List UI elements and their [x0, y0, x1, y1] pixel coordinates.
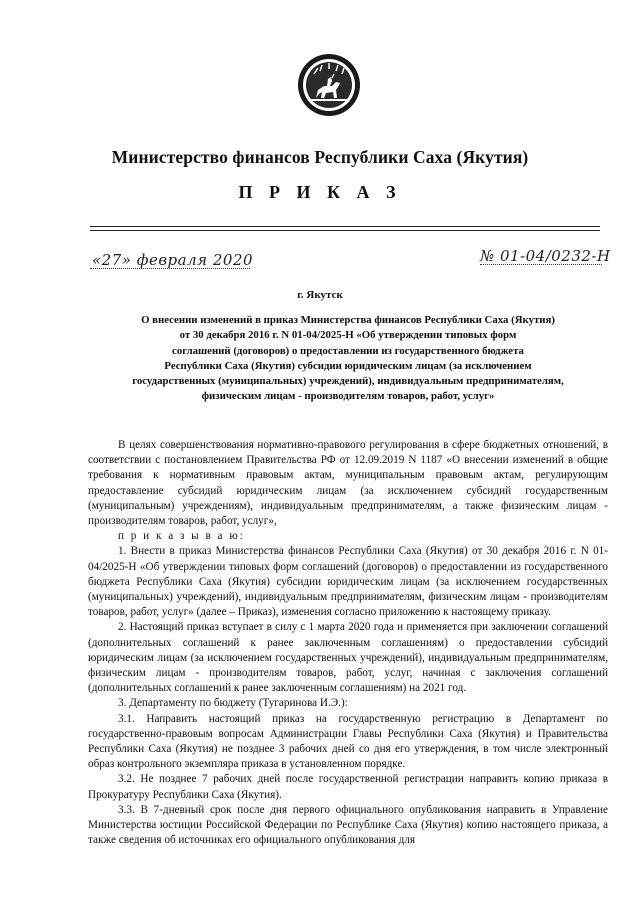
order-body [88, 438, 608, 848]
handwritten-date: «27» февраля 2020 [92, 251, 254, 269]
date-underline [90, 268, 250, 269]
header-divider-thin [90, 230, 600, 231]
title-line: Республики Саха (Якутия) субсидии юридическим лицам (за исключением [164, 359, 532, 372]
coat-of-arms-emblem [296, 52, 362, 118]
ministry-name: Министерство финансов Республики Саха (Якутия) [111, 147, 529, 167]
title-line: государственных (муниципальных) учреждений), индивидуальным предпринимателям, [132, 375, 564, 388]
title-line: от 30 декабря 2016 г. N 01-04/2025-Н «Об утверждении типовых форм [179, 329, 517, 342]
clause-2: 2. Настоящий приказ вступает в силу с 1 марта 2020 года и применяется при заключении соглашений (дополнительных соглашений к ранее заключенным соглашениям) о предоставлении субсидий юридическим лицам (за исключением государственных учреждений), индивидуальным предпринимателям, физическим лицам - производителям товаров, работ, услуг, начиная с заключения соглашений (дополнительных соглашений к ранее заключенным соглашениям) на 2021 год. [88, 621, 608, 695]
document-type-heading: П Р И К А З [238, 182, 402, 202]
clause-1: 1. Внести в приказ Министерства финансов Республики Саха (Якутия) от 30 декабря 2016 г. N 01-04/2025-Н «Об утверждении типовых форм соглашений (договоров) о предоставлении из государственного бюджета Республики Саха (Якутия) субсидии юридическим лицам (за исключением государственных (муниципальных) учреждений), индивидуальным предпринимателям, физическим лицам - производителям товаров, работ, услуг» (далее – Приказ), изменения согласно приложению к настоящему приказу. [88, 545, 608, 619]
order-directive: п р и к а з ы в а ю: [118, 530, 245, 543]
header-divider [90, 226, 600, 227]
title-line: соглашений (договоров) о предоставлении из государственного бюджета [172, 344, 524, 357]
clause-3: 3. Департаменту по бюджету (Тугаринова И.Э.): [118, 697, 348, 710]
preamble-paragraph: В целях совершенствования нормативно-правового регулирования в сфере бюджетных отношений, в соответствии с постановлением Правительства РФ от 12.09.2019 N 1187 «О внесении изменений в общие требования к нормативным правовым актам, муниципальным правовым актам, регулирующим предоставление субсидий юридическим лицам (за исключением субсидий государственным (муниципальным) учреждениям), индивидуальным предпринимателям, а также физическим лицам - производителям товаров, работ, услуг», [88, 439, 608, 528]
handwritten-number: № 01-04/0232-Н [480, 247, 611, 265]
city-label: г. Якутск [297, 289, 343, 301]
clause-3-3: 3.3. В 7-дневный срок после дня первого официального опубликования направить в Управление Министерства юстиции Российской Федерации по Республике Саха (Якутия) копию настоящего приказа, а также сведения об источниках его официального опубликования для [88, 803, 608, 847]
title-line: физическим лицам - производителям товаров, работ, услуг» [201, 390, 495, 403]
clause-3-2: 3.2. Не позднее 7 рабочих дней после государственной регистрации направить копию приказа в Прокуратуру Республики Саха (Якутия). [88, 773, 608, 801]
clause-3-1: 3.1. Направить настоящий приказ на государственную регистрацию в Департамент по государственно-правовым вопросам Администрации Главы Республики Саха (Якутия) и Правительства Республики Саха (Якутия) не позднее 3 рабочих дней со дня его утверждения, в том числе электронный образ контрольного экземпляра приказа в установленном порядке. [88, 712, 608, 771]
number-underline [480, 264, 602, 265]
order-title [88, 313, 608, 405]
title-line: О внесении изменений в приказ Министерства финансов Республики Саха (Якутия) [141, 314, 555, 326]
